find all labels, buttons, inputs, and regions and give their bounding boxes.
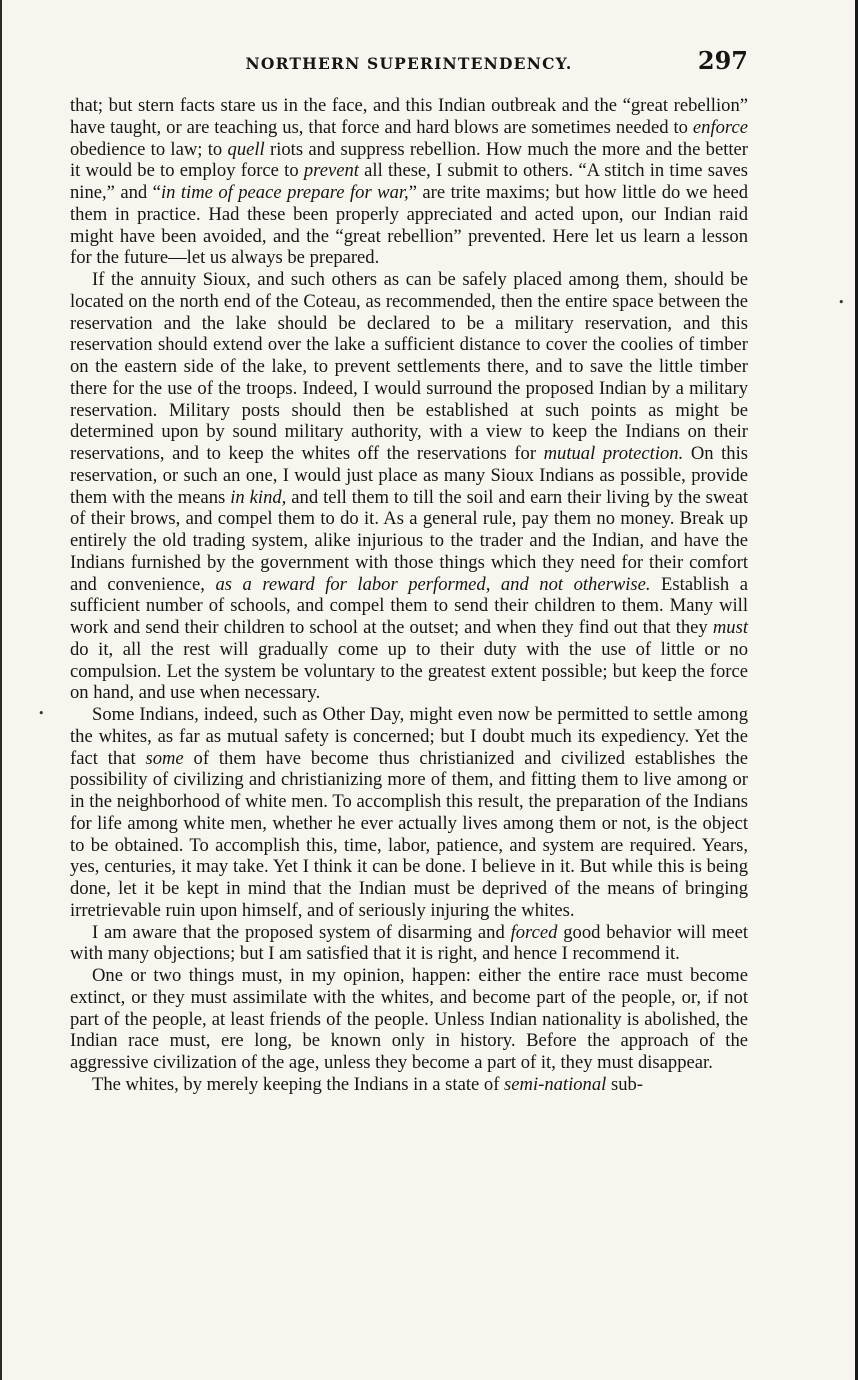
paragraph [70,269,748,704]
page-header-title: NORTHERN SUPERINTENDENCY. [245,54,573,73]
italic-text: mutual protection. [543,443,684,464]
text-run: Some Indians, indeed, such as Other Day, might even now be permitted to settle among the whites, as far as mutual safety is concerned; but I doubt much its expediency. Yet the fact that [70,704,748,769]
paragraph [70,1074,748,1096]
paragraph [70,922,748,966]
margin-speck: • [38,707,45,720]
italic-text: enforce [692,116,748,138]
italic-text: must [712,617,748,638]
margin-speck: • [838,296,845,309]
text-run: If the annuity Sioux, and such others as can be safely placed among them, should be located on the north end of the Coteau, as recommended, then the entire space between the reservation and the lake should be declared to be a military reservation, and this reservation should extend over the lake a sufficient distance to cover the coolies of timber on the eastern side of the lake, to prevent settlements there, and to save the little timber there for the use of the troops. Indeed, I would surround the proposed Indian by a military reservation. Military posts should then be established at such points as might be determined upon by sound military authority, with a view to keep the Indians on their reservations, and to keep the whites off the reservations for [70,269,748,464]
text-run: ” are trite maxims; but how little do we heed them in practice. Had these been properly appreciated and acted upon, our Indian raid might have been avoided, and the “great rebellion” prevented. Here let us learn a lesson for the future—let us always be prepared. [70,182,749,269]
italic-text: in time of peace prepare for war, [160,182,409,203]
italic-text: as a reward for labor performed, and not otherwise. [215,573,651,595]
text-run: One or two things must, in my opinion, happen: either the entire race must become extinct, or they must assimilate with the whites, and become part of the people, or, if not part of the people, at least friends of the people. Unless Indian nationality is abolished, the Indian race must, ere long, be known only in history. Before the approach of the aggressive civilization of the age, unless they become a part of it, they must disappear. [70,965,748,1073]
text-run: that; but stern facts stare us in the face, and this Indian outbreak and the “great rebellion” have taught, or are teaching us, that force and hard blows are sometimes needed to [70,95,748,138]
italic-text: some [145,747,184,769]
italic-text: semi-national [504,1073,607,1095]
paragraph [70,704,748,922]
paragraph [70,95,748,269]
text-run: good behavior will meet with many objections; but I am satisfied that it is right, and hence I recommend it. [70,921,748,965]
italic-text: quell [227,138,265,160]
text-run: obedience to law; to [70,138,228,160]
text-run: and tell them to till the soil and earn their living by the sweat of their brows, and compel them to do it. As a general rule, pay them no money. Break up entirely the old trading system, alike injurious to the trader and the Indian, and have the Indians furnished by the government with those things which they need for their comfort and convenience, [70,486,749,595]
page-number: 297 [697,46,748,75]
text-run: I am aware that the proposed system of disarming and [92,921,511,943]
italic-text: forced [510,921,558,943]
text-run: On this reservation, or such an one, I would just place as many Sioux Indians as possible, provide them with the means [70,443,748,508]
text-run: sub- [606,1073,643,1095]
italic-text: in kind, [230,486,287,508]
text-run: all these, I submit to others. “A stitch in time saves nine,” and “ [70,160,748,203]
paragraph [70,965,748,1074]
italic-text: prevent [303,160,359,182]
body-text [70,95,748,1096]
text-run: The whites, by merely keeping the Indians in a state of [92,1073,505,1095]
running-header [70,46,748,82]
text-run: of them have become thus christianized and civilized establishes the possibility of civilizing and christianizing more of them, and fitting them to live among or in the neighborhood of white men. To accomplish this result, the preparation of the Indians for life among white men, whether he ever actually lives among them or not, is the object to be obtained. To accomplish this, time, labor, patience, and system are required. Years, yes, centuries, it may take. Yet I think it can be done. I believe in it. But while this is being done, let it be kept in mind that the Indian must be deprived of the means of bringing irretrievable ruin upon himself, and of seriously injuring the whites. [70,747,748,921]
text-run: riots and suppress rebellion. How much the more and the better it would be to employ force to [70,138,748,182]
text-run: Establish a sufficient number of schools, and compel them to send their children to them. Many will work and send their children to school at the outset; and when they find out that they [70,573,749,638]
text-run: do it, all the rest will gradually come up to their duty with the use of little or no compulsion. Let the system be voluntary to the greatest extent possible; but keep the force on hand, and use when necessary. [70,638,748,704]
